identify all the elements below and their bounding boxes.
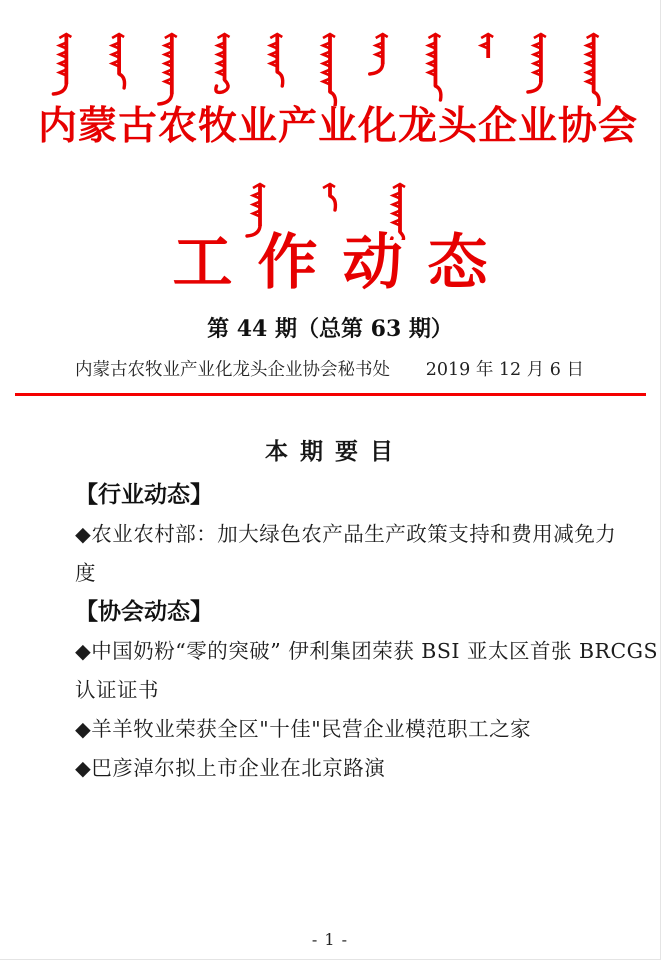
contents-heading: 本 期 要 目 <box>264 439 396 465</box>
publish-date: 2019 年 12 月 6 日 <box>425 360 584 380</box>
page-number: - 1 - <box>311 930 349 949</box>
publisher-row <box>75 357 584 383</box>
header-divider-rule <box>15 393 646 396</box>
contents-item-line: 度 <box>75 561 96 585</box>
contents-item-line: 认证证书 <box>75 678 159 702</box>
contents-item-line: ◆农业农村部：加大绿色农产品生产政策支持和费用减免力 <box>75 522 617 546</box>
issue-number-line: 第 44 期（总第 63 期） <box>207 316 453 342</box>
contents-section-header: 【行业动态】 <box>75 482 213 508</box>
contents-list <box>75 476 659 788</box>
publisher-name: 内蒙古农牧业产业化龙头企业协会秘书处 <box>75 360 390 380</box>
contents-item-line: ◆中国奶粉“零的突破” 伊利集团荣获 BSI 亚太区首张 BRCGS <box>75 639 659 663</box>
contents-item-line: ◆巴彦淖尔拟上市企业在北京路演 <box>75 756 386 780</box>
contents-item-line: ◆羊羊牧业荣获全区"十佳"民营企业模范职工之家 <box>75 717 532 741</box>
bulletin-title: 工作动态 <box>172 228 513 298</box>
organization-title: 内蒙古农牧业产业化龙头企业协会 <box>38 103 639 149</box>
contents-section-header: 【协会动态】 <box>75 599 213 625</box>
